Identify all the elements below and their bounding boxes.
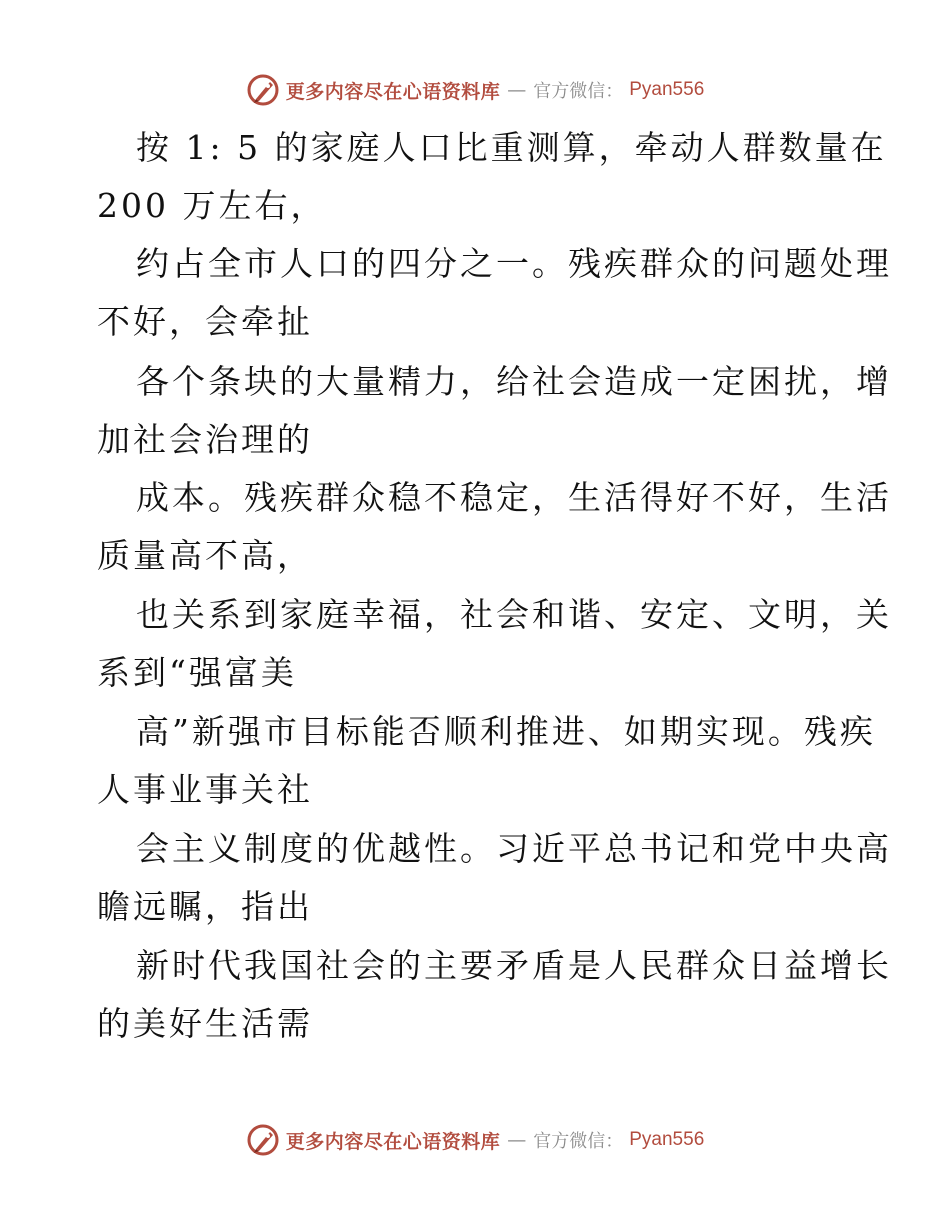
- footer-dash: —: [507, 1129, 527, 1151]
- body-line: 高”新强市目标能否顺利推进、如期实现。残疾: [136, 712, 876, 751]
- header-dash: —: [507, 79, 527, 101]
- body-line: 质量高不高，: [97, 536, 313, 575]
- footer-wechat-id: Pyan556: [629, 1129, 705, 1150]
- body-line: 系到“强富美: [97, 653, 297, 692]
- header-wechat-id: Pyan556: [629, 79, 705, 100]
- body-line: 不好，会牵扯: [97, 302, 313, 341]
- header-banner: [0, 70, 950, 110]
- footer-banner: [0, 1120, 950, 1160]
- body-line: 会主义制度的优越性。习近平总书记和党中央高: [136, 829, 892, 868]
- body-line: 的美好生活需: [97, 1004, 313, 1043]
- header-wechat-label: 官方微信：: [533, 81, 624, 102]
- body-line: 成本。残疾群众稳不稳定，生活得好不好，生活: [136, 478, 892, 517]
- body-line: 人事业事关社: [97, 770, 313, 809]
- body-line: 按 1: 5 的家庭人口比重测算，牵动人群数量在: [136, 128, 887, 167]
- body-line: 瞻远瞩，指出: [97, 887, 313, 926]
- header-site-text: 更多内容尽在心语资料库: [285, 80, 501, 103]
- body-line: 约占全市人口的四分之一。残疾群众的问题处理: [136, 244, 892, 283]
- pen-logo-icon: [246, 1123, 280, 1157]
- pen-logo-icon: [246, 73, 280, 107]
- body-line: 也关系到家庭幸福，社会和谐、安定、文明，关: [136, 595, 892, 634]
- footer-site-text: 更多内容尽在心语资料库: [285, 1130, 501, 1153]
- body-line: 200 万左右，: [97, 186, 327, 225]
- body-line: 各个条块的大量精力，给社会造成一定困扰，增: [136, 362, 892, 401]
- body-line: 新时代我国社会的主要矛盾是人民群众日益增长: [136, 946, 892, 985]
- body-line: 加社会治理的: [97, 420, 313, 459]
- footer-wechat-label: 官方微信：: [533, 1131, 624, 1152]
